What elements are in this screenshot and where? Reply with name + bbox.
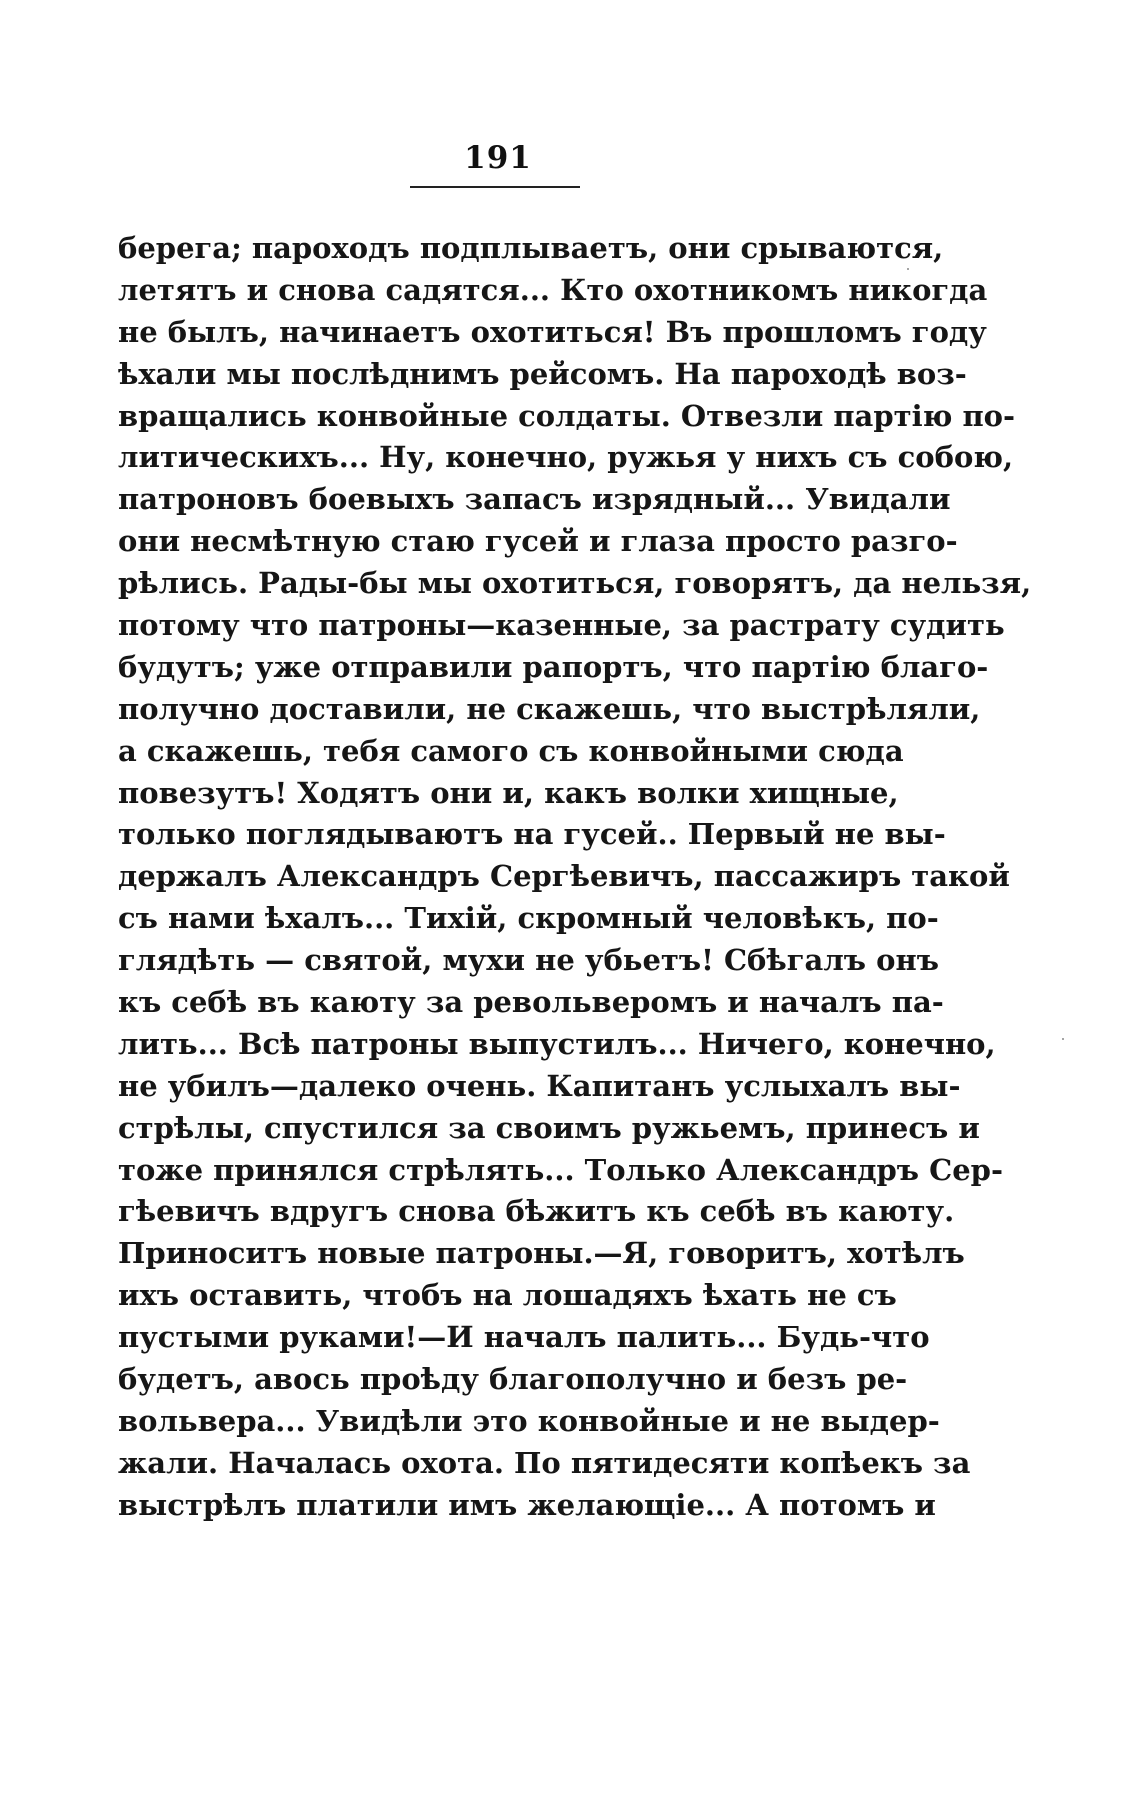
text-line: рѣлись. Рады-бы мы охотиться, говорятъ, да нельзя,	[118, 566, 1032, 601]
page-number: 191	[464, 140, 532, 176]
text-line: только поглядываютъ на гусей.. Первый не вы-	[118, 817, 946, 852]
text-line: Приноситъ новые патроны.—Я, говоритъ, хотѣлъ	[118, 1236, 965, 1271]
text-line: патроновъ боевыхъ запасъ изрядный... Увидали	[118, 482, 951, 517]
text-line: ѣхали мы послѣднимъ рейсомъ. На пароходѣ воз-	[118, 356, 967, 391]
text-line: вольвера... Увидѣли это конвойные и не выдер-	[118, 1403, 940, 1438]
text-line: гѣевичъ вдругъ снова бѣжитъ къ себѣ въ каюту.	[118, 1194, 955, 1229]
text-line: глядѣть — святой, мухи не убьетъ! Сбѣгалъ онъ	[118, 943, 939, 978]
print-speck	[907, 268, 909, 270]
text-line: берега; пароходъ подплываетъ, они срываются,	[118, 231, 944, 265]
text-line: жали. Началась охота. По пятидесяти копѣекъ за	[118, 1445, 971, 1480]
text-line: съ нами ѣхалъ... Тихій, скромный человѣкъ, по-	[118, 901, 939, 936]
text-line: не убилъ—далеко очень. Капитанъ услыхалъ вы-	[118, 1068, 961, 1103]
text-line: летятъ и снова садятся... Кто охотникомъ никогда	[118, 272, 988, 307]
text-line: будутъ; уже отправили рапортъ, что партію благо-	[118, 649, 989, 684]
text-line: будетъ, авось проѣду благополучно и безъ ре-	[118, 1362, 908, 1397]
text-line: тоже принялся стрѣлять... Только Александръ Сер-	[118, 1152, 1003, 1187]
text-line: выстрѣлъ платили имъ желающіе... А потомъ и	[118, 1487, 936, 1522]
text-line: повезутъ! Ходятъ они и, какъ волки хищные,	[118, 775, 899, 810]
text-line: не былъ, начинаетъ охотиться! Въ прошломъ году	[118, 314, 987, 349]
text-line: потому что патроны—казенные, за растрату судить	[118, 608, 1005, 643]
text-line: они несмѣтную стаю гусей и глаза просто разго-	[118, 524, 958, 559]
body-text	[118, 228, 1032, 1527]
text-line: литическихъ... Ну, конечно, ружья у нихъ съ собою,	[118, 440, 1014, 475]
text-line: стрѣлы, спустился за своимъ ружьемъ, принесъ и	[118, 1110, 980, 1145]
text-line: лить... Всѣ патроны выпустилъ... Ничего, конечно,	[118, 1026, 996, 1061]
text-line: къ себѣ въ каюту за револьверомъ и началъ па-	[118, 985, 944, 1020]
header-rule	[410, 186, 580, 188]
text-line: держалъ Александръ Сергѣевичъ, пассажиръ такой	[118, 859, 1010, 894]
print-speck	[1062, 1038, 1064, 1040]
text-line: пустыми руками!—И началъ палить... Будь-что	[118, 1320, 930, 1355]
text-line: а скажешь, тебя самого съ конвойными сюда	[118, 733, 904, 768]
text-line: получно доставили, не скажешь, что выстрѣляли,	[118, 691, 981, 726]
text-line: вращались конвойные солдаты. Отвезли партію по-	[118, 398, 1016, 433]
text-line: ихъ оставить, чтобъ на лошадяхъ ѣхать не съ	[118, 1278, 897, 1313]
